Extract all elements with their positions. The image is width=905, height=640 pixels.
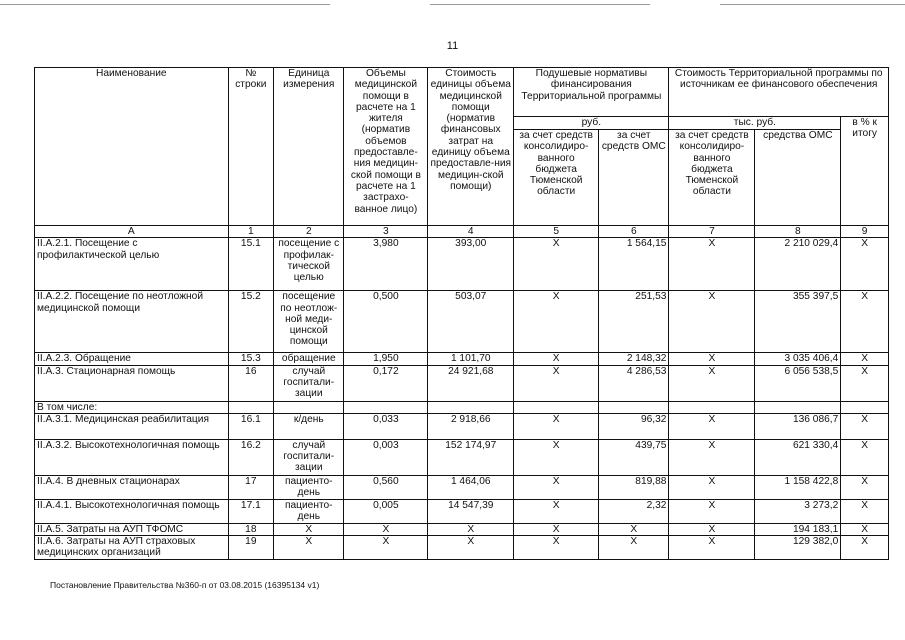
row-budget-total: X (669, 499, 755, 523)
row-oms-total: 194 183,1 (755, 523, 841, 535)
header-volumes: Объемы медицинской помощи в расчете на 1 жителя (норматив объемов предоставле-ния медицин-ской помощи в расчете на 1 застрахо-ванное лицо) (344, 68, 428, 226)
document-footer: Постановление Правительства №360-п от 03.08.2015 (16395134 v1) (50, 580, 320, 590)
table-row (35, 238, 889, 291)
row-number: 16.2 (228, 439, 274, 475)
table-row (35, 536, 889, 560)
row-budget: X (514, 365, 599, 401)
row-number: 17.1 (228, 499, 274, 523)
header-thousand-rub: тыс. руб. (669, 117, 841, 130)
row-oms-total: 1 158 422,8 (755, 475, 841, 499)
row-name: II.А.3.2. Высокотехнологичная помощь (35, 439, 229, 475)
row-percent: X (841, 536, 889, 560)
row-budget: X (514, 499, 599, 523)
row-number (228, 401, 274, 413)
row-oms: X (599, 523, 669, 535)
row-budget: X (514, 413, 599, 439)
row-volume: 0,033 (344, 413, 428, 439)
row-oms: 439,75 (599, 439, 669, 475)
row-unit (274, 401, 344, 413)
row-budget-total: X (669, 291, 755, 353)
row-volume (344, 401, 428, 413)
row-volume: 0,172 (344, 365, 428, 401)
row-unit: посещение с профилак-тической целью (274, 238, 344, 291)
row-oms: X (599, 536, 669, 560)
header-row-number: № строки (228, 68, 274, 226)
table-row (35, 439, 889, 475)
row-cost: 14 547,39 (428, 499, 514, 523)
row-budget-total: X (669, 353, 755, 365)
row-name: II.А.2.1. Посещение с профилактической целью (35, 238, 229, 291)
row-number: 17 (228, 475, 274, 499)
row-oms: 96,32 (599, 413, 669, 439)
header-per-capita: Подушевые нормативы финансирования Территориальной программы (514, 68, 669, 117)
row-percent: X (841, 238, 889, 291)
column-label: А (35, 226, 229, 238)
row-volume: 3,980 (344, 238, 428, 291)
row-oms-total: 621 330,4 (755, 439, 841, 475)
row-cost: 393,00 (428, 238, 514, 291)
row-cost: 2 918,66 (428, 413, 514, 439)
row-budget: X (514, 238, 599, 291)
row-oms-total: 6 056 538,5 (755, 365, 841, 401)
top-border-line (720, 4, 905, 5)
column-label: 6 (599, 226, 669, 238)
row-budget-total: X (669, 413, 755, 439)
row-name: В том числе: (35, 401, 229, 413)
row-unit: X (274, 536, 344, 560)
row-unit: случай госпитали-зации (274, 365, 344, 401)
row-oms (599, 401, 669, 413)
financing-table (34, 67, 889, 560)
table-row (35, 353, 889, 365)
table-row (35, 401, 889, 413)
header-oms: за счет средств ОМС (599, 130, 669, 226)
row-volume: 0,005 (344, 499, 428, 523)
row-budget-total: X (669, 536, 755, 560)
row-oms-total: 129 382,0 (755, 536, 841, 560)
row-budget: X (514, 523, 599, 535)
row-name: II.А.5. Затраты на АУП ТФОМС (35, 523, 229, 535)
row-budget: X (514, 439, 599, 475)
column-label: 8 (755, 226, 841, 238)
row-unit: к/день (274, 413, 344, 439)
header-row (35, 68, 889, 117)
row-number: 16.1 (228, 413, 274, 439)
row-budget: X (514, 353, 599, 365)
top-border-line (0, 4, 330, 5)
row-unit: посещение по неотлож-ной меди-цинской помощи (274, 291, 344, 353)
row-budget: X (514, 291, 599, 353)
header-unit: Единица измерения (274, 68, 344, 226)
row-percent: X (841, 475, 889, 499)
row-cost: 152 174,97 (428, 439, 514, 475)
header-budget-2: за счет средств консолидиро-ванного бюджета Тюменской области (669, 130, 755, 226)
row-volume: 0,003 (344, 439, 428, 475)
row-oms-total: 3 035 406,4 (755, 353, 841, 365)
header-pct-total: в % к итогу (841, 117, 889, 226)
row-oms-total (755, 401, 841, 413)
row-cost: 503,07 (428, 291, 514, 353)
header-rub: руб. (514, 117, 669, 130)
row-volume: 0,500 (344, 291, 428, 353)
row-percent (841, 401, 889, 413)
row-number: 16 (228, 365, 274, 401)
page-number: 11 (446, 40, 459, 52)
row-budget-total (669, 401, 755, 413)
column-number-row (35, 226, 889, 238)
row-percent: X (841, 291, 889, 353)
column-label: 9 (841, 226, 889, 238)
row-oms: 251,53 (599, 291, 669, 353)
row-percent: X (841, 439, 889, 475)
row-name: II.А.3.1. Медицинская реабилитация (35, 413, 229, 439)
row-cost: 1 101,70 (428, 353, 514, 365)
row-budget-total: X (669, 238, 755, 291)
row-oms: 2,32 (599, 499, 669, 523)
row-unit: X (274, 523, 344, 535)
table-row (35, 291, 889, 353)
header-territorial-cost: Стоимость Территориальной программы по источникам ее финансового обеспечения (669, 68, 889, 117)
row-unit: пациенто-день (274, 475, 344, 499)
row-oms: 4 286,53 (599, 365, 669, 401)
row-oms: 2 148,32 (599, 353, 669, 365)
row-name: II.А.4. В дневных стационарах (35, 475, 229, 499)
column-label: 2 (274, 226, 344, 238)
row-cost: 1 464,06 (428, 475, 514, 499)
row-name: II.А.6. Затраты на АУП страховых медицинских организаций (35, 536, 229, 560)
row-number: 15.1 (228, 238, 274, 291)
table-row (35, 499, 889, 523)
column-label: 1 (228, 226, 274, 238)
row-cost: X (428, 536, 514, 560)
row-name: II.А.3. Стационарная помощь (35, 365, 229, 401)
row-number: 15.2 (228, 291, 274, 353)
row-number: 19 (228, 536, 274, 560)
row-oms: 819,88 (599, 475, 669, 499)
column-label: 5 (514, 226, 599, 238)
row-budget: X (514, 536, 599, 560)
row-budget-total: X (669, 475, 755, 499)
row-unit: пациенто-день (274, 499, 344, 523)
row-number: 15.3 (228, 353, 274, 365)
row-oms: 1 564,15 (599, 238, 669, 291)
row-cost (428, 401, 514, 413)
row-budget-total: X (669, 523, 755, 535)
row-number: 18 (228, 523, 274, 535)
table-row (35, 523, 889, 535)
row-cost: 24 921,68 (428, 365, 514, 401)
row-oms-total: 3 273,2 (755, 499, 841, 523)
row-cost: X (428, 523, 514, 535)
row-percent: X (841, 365, 889, 401)
row-oms-total: 2 210 029,4 (755, 238, 841, 291)
row-oms-total: 136 086,7 (755, 413, 841, 439)
header-budget: за счет средств консолидиро-ванного бюджета Тюменской области (514, 130, 599, 226)
row-volume: X (344, 523, 428, 535)
column-label: 4 (428, 226, 514, 238)
row-unit: случай госпитали-зации (274, 439, 344, 475)
row-unit: обращение (274, 353, 344, 365)
table-row (35, 475, 889, 499)
row-name: II.А.4.1. Высокотехнологичная помощь (35, 499, 229, 523)
column-label: 3 (344, 226, 428, 238)
row-budget-total: X (669, 439, 755, 475)
row-volume: 0,560 (344, 475, 428, 499)
row-budget-total: X (669, 365, 755, 401)
row-percent: X (841, 523, 889, 535)
row-percent: X (841, 413, 889, 439)
header-cost: Стоимость единицы объема медицинской помощи (норматив финансовых затрат на единицу объема предоставле-ния медицин-ской помощи) (428, 68, 514, 226)
row-volume: X (344, 536, 428, 560)
table-row (35, 365, 889, 401)
row-name: II.А.2.2. Посещение по неотложной медицинской помощи (35, 291, 229, 353)
top-border-line (430, 4, 650, 5)
row-name: II.А.2.3. Обращение (35, 353, 229, 365)
row-volume: 1,950 (344, 353, 428, 365)
row-percent: X (841, 353, 889, 365)
header-oms-2: средства ОМС (755, 130, 841, 226)
row-budget: X (514, 475, 599, 499)
column-label: 7 (669, 226, 755, 238)
table-row (35, 413, 889, 439)
row-budget (514, 401, 599, 413)
row-oms-total: 355 397,5 (755, 291, 841, 353)
row-percent: X (841, 499, 889, 523)
header-name: Наименование (35, 68, 229, 226)
